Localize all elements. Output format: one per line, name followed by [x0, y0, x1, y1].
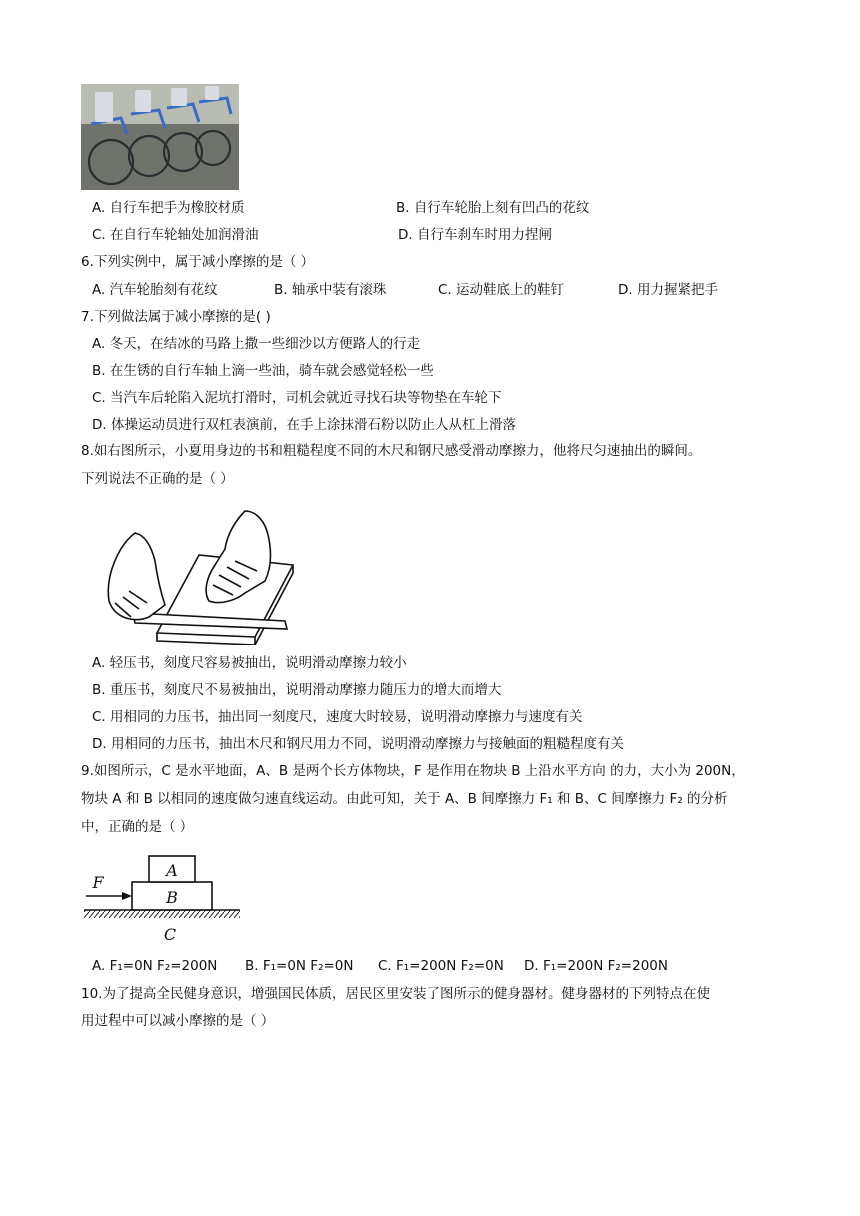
- q6-stem: 6.下列实例中，属于减小摩擦的是（ ）: [81, 254, 315, 270]
- block-b-label: B: [166, 888, 178, 907]
- q6-option-d: D. 用力握紧把手: [618, 282, 718, 298]
- q10-stem-line1: 10.为了提高全民健身意识，增强国民体质，居民区里安装了图所示的健身器材。健身器材的下列特点在使: [81, 986, 710, 1002]
- q6-option-a: A. 汽车轮胎刻有花纹: [92, 282, 218, 298]
- q9-option-c: C. F₁=200N F₂=0N: [378, 958, 504, 974]
- q8-option-c: C. 用相同的力压书，抽出同一刻度尺，速度大时较易，说明滑动摩擦力与速度有关: [92, 709, 583, 725]
- q7-option-d: D. 体操运动员进行双杠表演前，在手上涂抹滑石粉以防止人从杠上滑落: [92, 417, 516, 433]
- q7-option-b: B. 在生锈的自行车轴上滴一些油，骑车就会感觉轻松一些: [92, 363, 434, 379]
- q6-option-b: B. 轴承中装有滚珠: [274, 282, 387, 298]
- q9-stem-line3: 中，正确的是（ ）: [81, 819, 194, 835]
- book-ruler-figure: [95, 505, 295, 645]
- blocks-figure: [84, 852, 240, 946]
- q10-stem-line2: 用过程中可以减小摩擦的是（ ）: [81, 1013, 275, 1029]
- q9-option-d: D. F₁=200N F₂=200N: [524, 958, 668, 974]
- block-a-label: A: [166, 861, 178, 880]
- q8-stem-line2: 下列说法不正确的是（ ）: [81, 471, 234, 487]
- q8-option-d: D. 用相同的力压书，抽出木尺和钢尺用力不同，说明滑动摩擦力与接触面的粗糙程度有关: [92, 736, 624, 752]
- q8-stem-line1: 8.如右图所示，小夏用身边的书和粗糙程度不同的木尺和钢尺感受滑动摩擦力，他将尺匀速抽出的瞬间。: [81, 443, 702, 459]
- q9-stem-line2: 物块 A 和 B 以相同的速度做匀速直线运动。由此可知，关于 A、B 间摩擦力 F₁ 和 B、C 间摩擦力 F₂ 的分析: [81, 791, 728, 807]
- q5-option-d: D. 自行车刹车时用力捏闸: [398, 227, 552, 243]
- q5-option-b: B. 自行车轮胎上刻有凹凸的花纹: [396, 200, 590, 216]
- force-f-label: F: [92, 873, 104, 892]
- q8-option-b: B. 重压书，刻度尺不易被抽出，说明滑动摩擦力随压力的增大而增大: [92, 682, 502, 698]
- q9-stem-line1: 9.如图所示，C 是水平地面，A、B 是两个长方体物块，F 是作用在物块 B 上沿水平方向 的力，大小为 200N，: [81, 763, 745, 779]
- bicycles-photo: [81, 84, 239, 190]
- ground-c-label: C: [163, 925, 177, 944]
- q5-option-a: A. 自行车把手为橡胶材质: [92, 200, 245, 216]
- q9-option-a: A. F₁=0N F₂=200N: [92, 958, 218, 974]
- q6-option-c: C. 运动鞋底上的鞋钉: [438, 282, 565, 298]
- q7-option-c: C. 当汽车后轮陷入泥坑打滑时，司机会就近寻找石块等物垫在车轮下: [92, 390, 502, 406]
- q8-option-a: A. 轻压书，刻度尺容易被抽出，说明滑动摩擦力较小: [92, 655, 407, 671]
- q7-stem: 7.下列做法属于减小摩擦的是( ): [81, 309, 271, 325]
- q5-option-c: C. 在自行车轮轴处加润滑油: [92, 227, 259, 243]
- q9-option-b: B. F₁=0N F₂=0N: [245, 958, 354, 974]
- q7-option-a: A. 冬天，在结冰的马路上撒一些细沙以方便路人的行走: [92, 336, 421, 352]
